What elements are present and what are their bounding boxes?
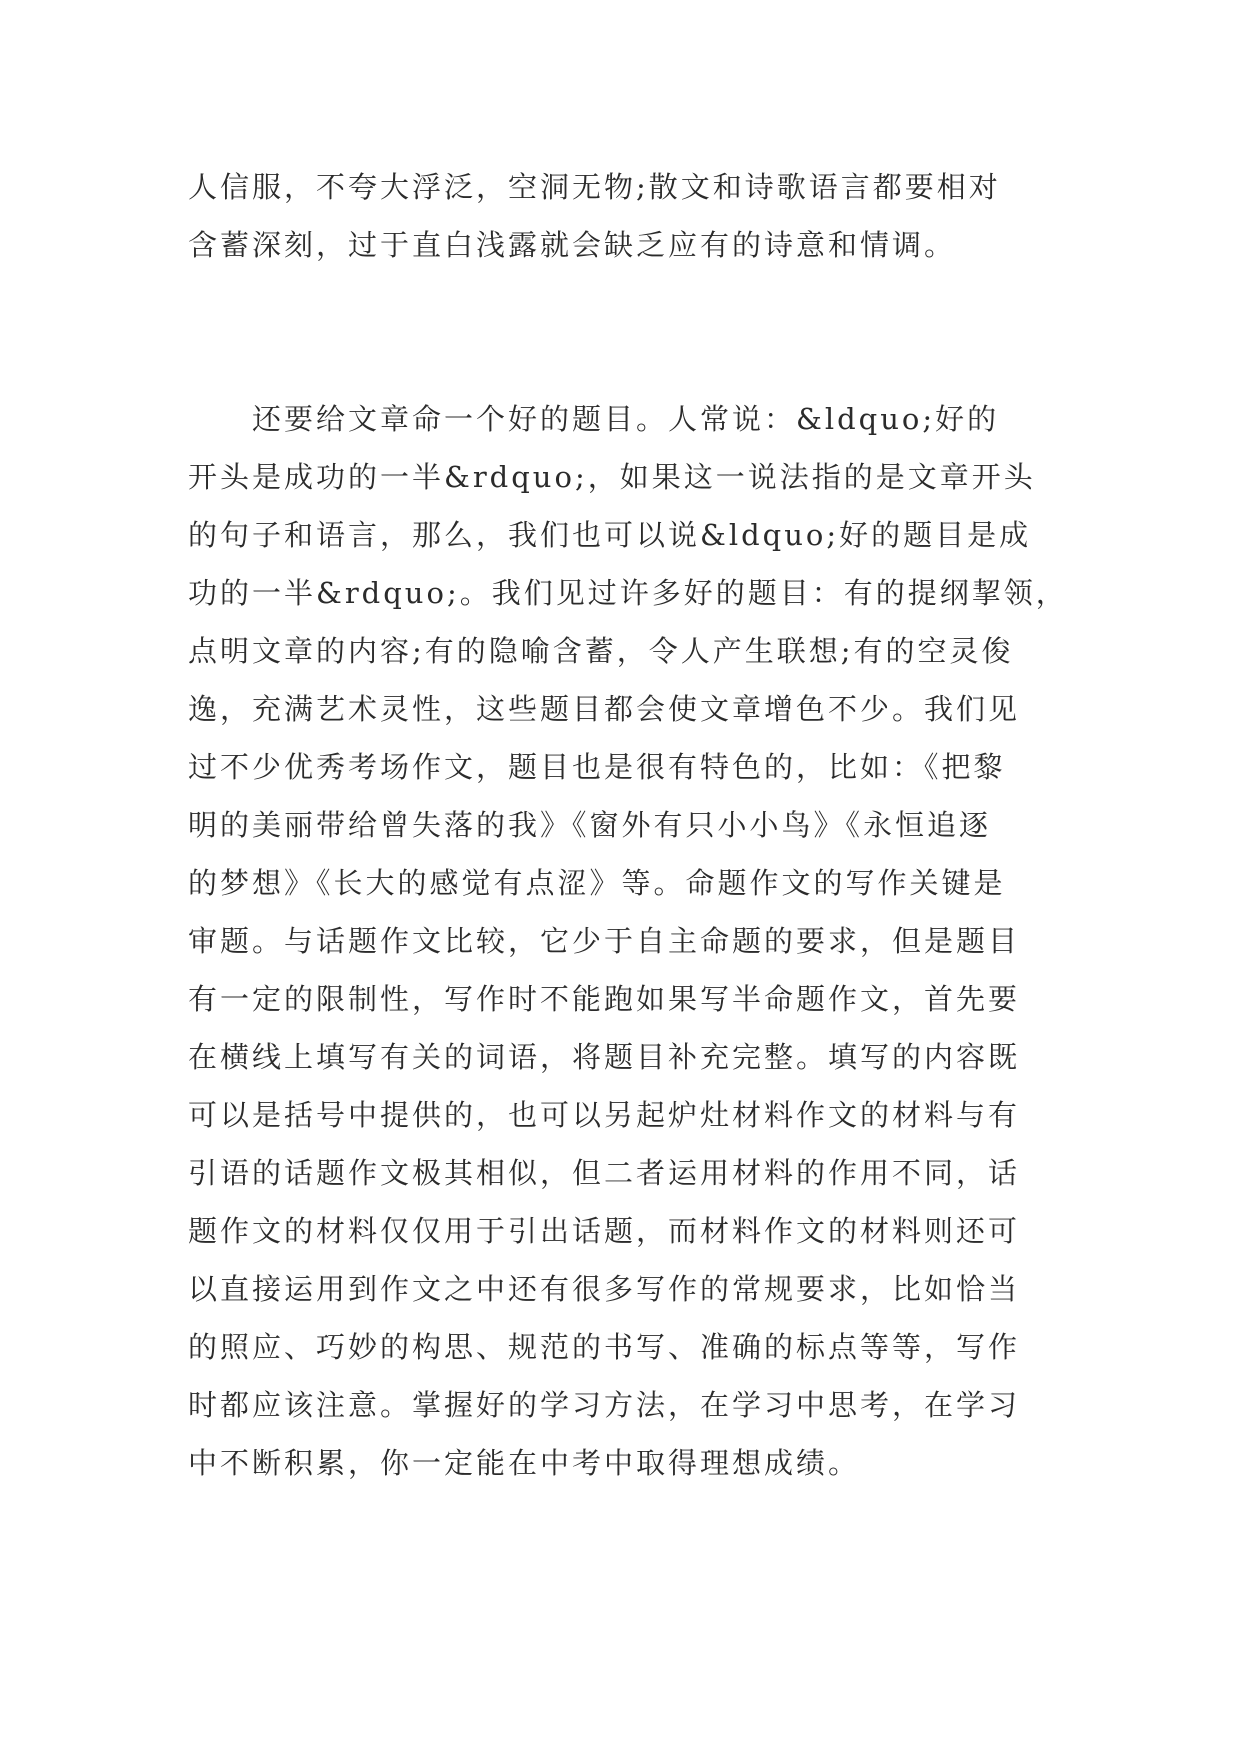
paragraph-2-line: 审题。与话题作文比较，它少于自主命题的要求，但是题目: [188, 924, 1021, 958]
paragraph-2-line: 的梦想》《长大的感觉有点涩》等。命题作文的写作关键是: [188, 866, 1006, 900]
paragraph-2-line: 时都应该注意。掌握好的学习方法，在学习中思考，在学习: [188, 1388, 1021, 1422]
paragraph-2-line: 过不少优秀考场作文，题目也是很有特色的，比如：《把黎: [188, 750, 1006, 784]
paragraph-2-line: 可以是括号中提供的，也可以另起炉灶材料作文的材料与有: [188, 1098, 1021, 1132]
paragraph-1-line: 含蓄深刻，过于直白浅露就会缺乏应有的诗意和情调。: [188, 228, 957, 262]
paragraph-2-line: 还要给文章命一个好的题目。人常说：&ldquo;好的: [188, 402, 1000, 436]
paragraph-2-line: 以直接运用到作文之中还有很多写作的常规要求，比如恰当: [188, 1272, 1021, 1306]
paragraph-2-line: 在横线上填写有关的词语，将题目补充完整。填写的内容既: [188, 1040, 1021, 1074]
paragraph-1: [188, 158, 1048, 274]
paragraph-2-line: 的照应、巧妙的构思、规范的书写、准确的标点等等，写作: [188, 1330, 1021, 1364]
paragraph-2-line: 的句子和语言，那么，我们也可以说&ldquo;好的题目是成: [188, 518, 1032, 552]
paragraph-2-line: 题作文的材料仅仅用于引出话题，而材料作文的材料则还可: [188, 1214, 1021, 1248]
paragraph-1-line: 人信服，不夸大浮泛，空洞无物;散文和诗歌语言都要相对: [188, 170, 1001, 204]
paragraph-2-line: 点明文章的内容;有的隐喻含蓄，令人产生联想;有的空灵俊: [188, 634, 1014, 668]
paragraph-2-line: 逸，充满艺术灵性，这些题目都会使文章增色不少。我们见: [188, 692, 1021, 726]
paragraph-2-line: 功的一半&rdquo;。我们见过许多好的题目：有的提纲挈领，: [188, 576, 1068, 610]
paragraph-2-line: 开头是成功的一半&rdquo;，如果这一说法指的是文章开头: [188, 460, 1036, 494]
paragraph-2-line: 中不断积累，你一定能在中考中取得理想成绩。: [188, 1446, 861, 1480]
paragraph-2: [188, 390, 1068, 1492]
paragraph-2-line: 引语的话题作文极其相似，但二者运用材料的作用不同，话: [188, 1156, 1021, 1190]
paragraph-2-line: 有一定的限制性，写作时不能跑如果写半命题作文，首先要: [188, 982, 1021, 1016]
paragraph-2-line: 明的美丽带给曾失落的我》《窗外有只小小鸟》《永恒追逐: [188, 808, 992, 842]
